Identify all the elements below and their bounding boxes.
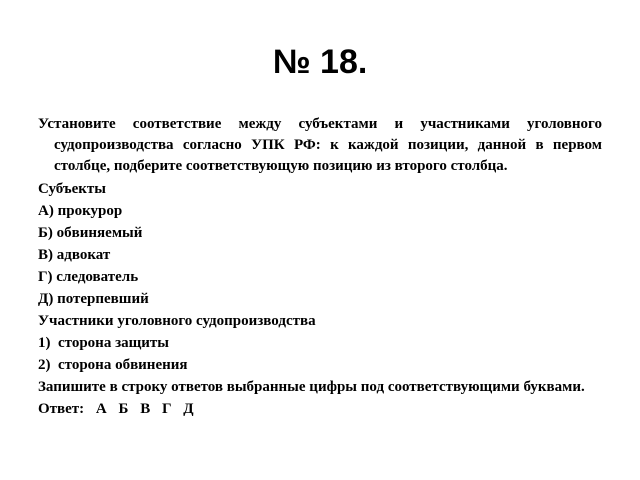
participant-item-2: [38, 355, 602, 376]
answer-letter: В: [140, 401, 151, 417]
task-content: [38, 114, 602, 421]
answer-letter: Г: [161, 401, 172, 417]
participant-number: 1): [38, 335, 51, 351]
subject-item-a: А) прокурор: [38, 203, 123, 219]
subject-item-b: Б) обвиняемый: [38, 225, 143, 241]
participant-label: сторона обвинения: [58, 357, 188, 373]
instruction-text: Запишите в строку ответов выбранные цифры под соответствующими буквами.: [38, 379, 585, 395]
task-text: Установите соответствие между субъектами и участниками уголовного судопроизводства согласно УПК РФ: к каждой позиции, данной в первом столбце, подберите соответствующую позицию из второго столбца.: [38, 116, 602, 174]
answer-letter: А: [95, 401, 107, 417]
subject-item-v: В) адвокат: [38, 247, 111, 263]
subject-item-d: Д) потерпевший: [38, 291, 149, 307]
answer-label: Ответ:: [38, 401, 85, 417]
answer-line: [38, 399, 602, 420]
participants-heading: Участники уголовного судопроизводства: [38, 313, 316, 329]
participant-label: сторона защиты: [58, 335, 169, 351]
participant-number: 2): [38, 357, 51, 373]
answer-letter: Б: [118, 401, 129, 417]
subject-item-g: Г) следователь: [38, 269, 139, 285]
participant-item-1: [38, 333, 602, 354]
slide-title: № 18.: [272, 43, 368, 81]
subjects-heading: Субъекты: [38, 181, 107, 197]
answer-letter: Д: [183, 401, 194, 417]
